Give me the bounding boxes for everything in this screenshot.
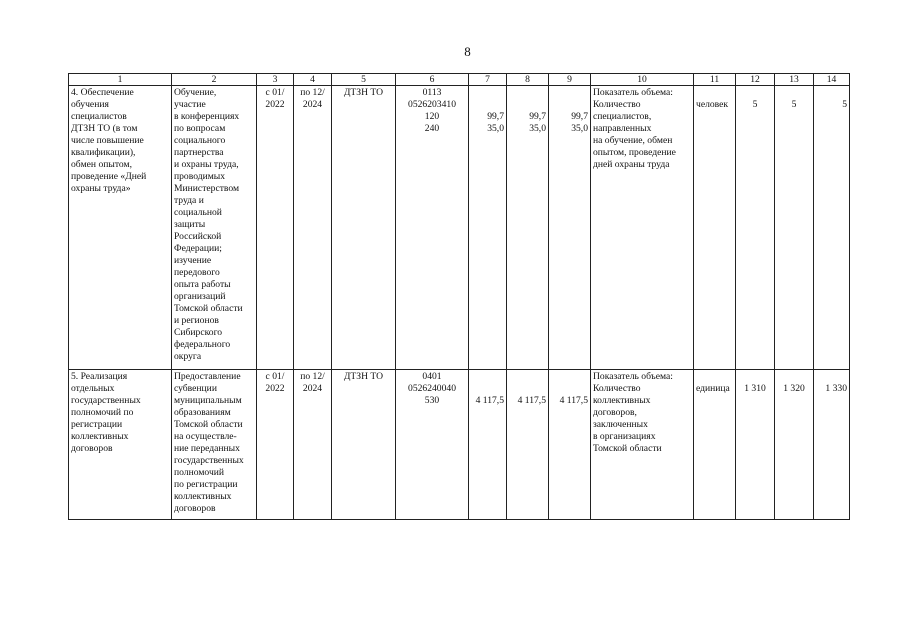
header-cell: 14	[814, 74, 850, 86]
header-cell: 8	[507, 74, 549, 86]
amount-cell: 99,7 35,0	[529, 111, 546, 134]
amount-cell: 99,7 35,0	[487, 111, 504, 134]
value-cell: 1 330	[825, 383, 847, 394]
budget-code-cell: 0401 0526240040 530	[396, 370, 469, 520]
event-description-cell: Предоставление субвенции муниципальным образованиям Томской области на осуществле- ние переданных государственных полномочий по регистрации коллективных договоров	[172, 370, 257, 520]
end-date-cell: по 12/ 2024	[294, 86, 332, 370]
unit-cell: единица	[696, 383, 730, 394]
indicator-cell: Показатель объема: Количество специалистов, направленных на обучение, обмен опытом, проведение дней охраны труда	[591, 86, 694, 370]
table-row	[69, 370, 850, 520]
header-cell: 9	[549, 74, 591, 86]
value-cell: 5	[842, 99, 847, 110]
value-cell: 5	[752, 99, 758, 110]
budget-code-cell: 0113 0526203410 120 240	[396, 86, 469, 370]
header-cell: 2	[172, 74, 257, 86]
header-cell: 5	[332, 74, 396, 86]
event-name-cell: 5. Реализация отдельных государственных полномочий по регистрации коллективных договоров	[69, 370, 172, 520]
executor-cell: ДТЗН ТО	[332, 86, 396, 370]
header-cell: 4	[294, 74, 332, 86]
header-cell: 12	[736, 74, 775, 86]
program-table	[68, 73, 850, 520]
header-cell: 13	[775, 74, 814, 86]
header-cell: 10	[591, 74, 694, 86]
value-cell: 1 310	[744, 383, 766, 394]
header-cell: 1	[69, 74, 172, 86]
header-row	[69, 74, 850, 86]
start-date-cell: с 01/ 2022	[257, 86, 294, 370]
page-number: 8	[464, 44, 471, 59]
indicator-cell: Показатель объема: Количество коллективных договоров, заключенных в организациях Томской области	[591, 370, 694, 520]
table-row	[69, 86, 850, 370]
event-name-cell: 4. Обеспечение обучения специалистов ДТЗН ТО (в том числе повышение квалификации), обмен опытом, проведение «Дней охраны труда»	[69, 86, 172, 370]
amount-cell: 4 117,5	[517, 395, 546, 406]
unit-cell: человек	[696, 99, 729, 110]
amount-cell: 99,7 35,0	[571, 111, 588, 134]
value-cell: 5	[791, 99, 797, 110]
amount-cell: 4 117,5	[559, 395, 588, 406]
end-date-cell: по 12/ 2024	[294, 370, 332, 520]
start-date-cell: с 01/ 2022	[257, 370, 294, 520]
header-cell: 6	[396, 74, 469, 86]
event-description-cell: Обучение, участие в конференциях по вопросам социального партнерства и охраны труда, проводимых Министерством труда и социальной защиты Российской Федерации; изучение передового опыта работы организаций Томской области и регионов Сибирского федерального округа	[172, 86, 257, 370]
amount-cell: 4 117,5	[475, 395, 504, 406]
header-cell: 7	[469, 74, 507, 86]
value-cell: 1 320	[783, 383, 805, 394]
header-cell: 11	[694, 74, 736, 86]
header-cell: 3	[257, 74, 294, 86]
executor-cell: ДТЗН ТО	[332, 370, 396, 520]
